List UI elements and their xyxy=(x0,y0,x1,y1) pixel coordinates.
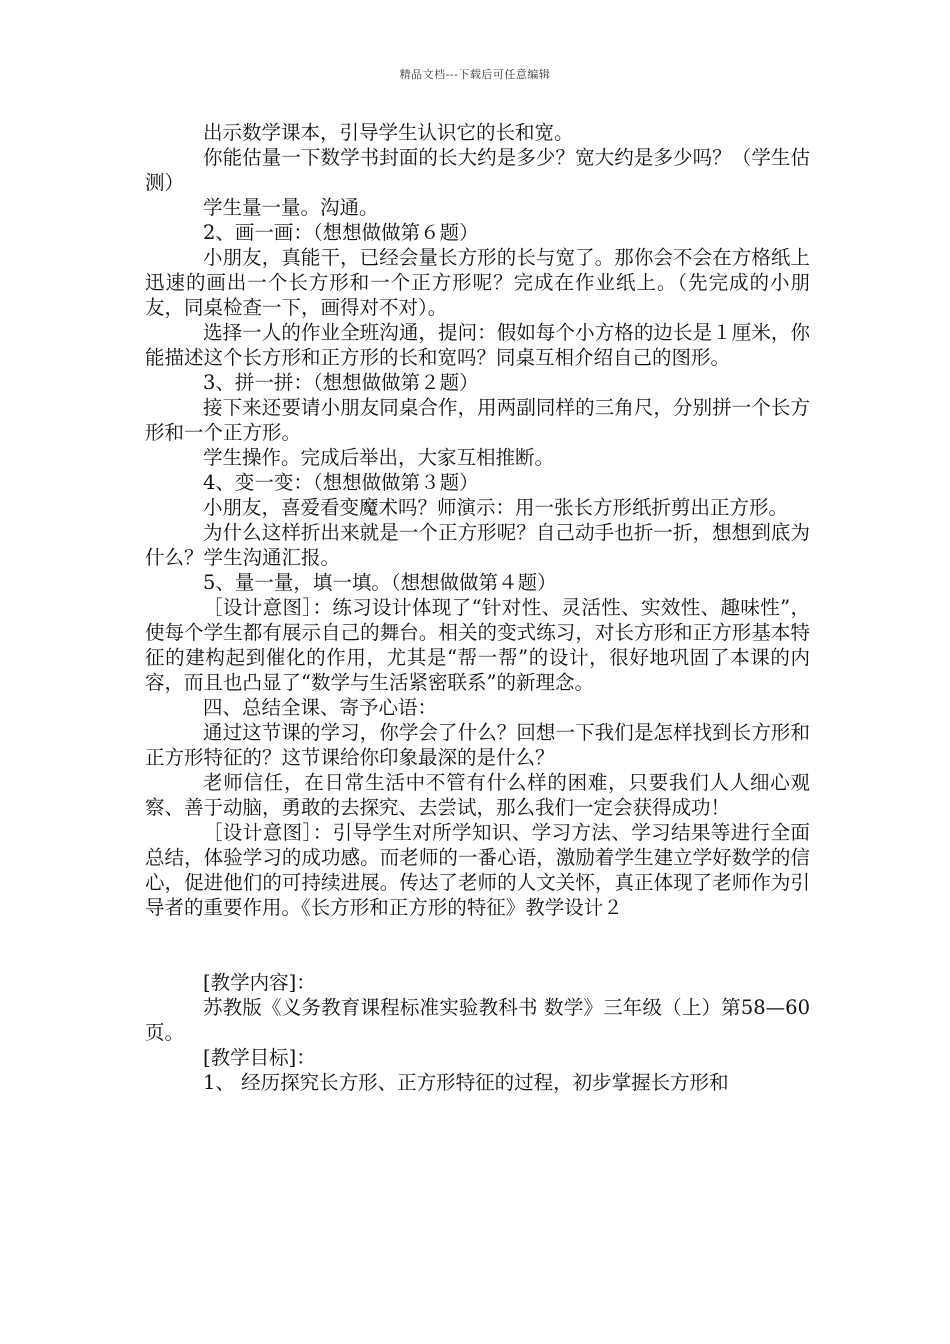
paragraph: 1、 经历探究长方形、正方形特征的过程，初步掌握长方形和 xyxy=(203,1071,729,1094)
paragraph: 学生操作。完成后举出，大家互相推断。 xyxy=(203,446,555,469)
page-header: 精品文档---下载后可任意编辑 xyxy=(399,68,551,81)
section-heading: 3、拼一拼：（想想做做第２题） xyxy=(203,371,479,394)
section-heading: [教学内容]： xyxy=(203,971,316,994)
paragraph: 选择一人的作业全班沟通，提问：假如每个小方格的边长是１厘米，你能描述这个长方形和正方形的长和宽吗？同桌互相介绍自己的图形。 xyxy=(145,321,810,369)
paragraph: 老师信任，在日常生活中不管有什么样的困难，只要我们人人细心观察、善于动脑，勇敢的去探究、去尝试，那么我们一定会获得成功！ xyxy=(145,771,810,819)
paragraph: 你能估量一下数学书封面的长大约是多少？宽大约是多少吗？（学生估测） xyxy=(145,146,810,194)
section-heading: 四、总结全课、寄予心语： xyxy=(203,696,438,719)
design-intent-paragraph: ［设计意图］：练习设计体现了“针对性、灵活性、实效性、趣味性”，使每个学生都有展示自己的舞台。相关的变式练习，对长方形和正方形基本特征的建构起到催化的作用，尤其是“帮一帮”的设计，很好地巩固了本课的内容，而且也凸显了“数学与生活紧密联系”的新理念。 xyxy=(145,596,810,694)
paragraph: 出示数学课本，引导学生认识它的长和宽。 xyxy=(203,121,574,144)
design-intent-paragraph: ［设计意图］：引导学生对所学知识、学习方法、学习结果等进行全面总结，体验学习的成功感。而老师的一番心语，激励着学生建立学好数学的信心，促进他们的可持续进展。传达了老师的人文关怀，真正体现了老师作为引导者的重要作用。《长方形和正方形的特征》教学设计２ xyxy=(145,821,810,919)
paragraph: 学生量一量。沟通。 xyxy=(203,196,379,219)
paragraph: 苏教版《义务教育课程标准实验教科书 数学》三年级（上）第58—60页。 xyxy=(145,996,810,1044)
section-heading: 2、画一画：（想想做做第６题） xyxy=(203,221,479,244)
paragraph: 小朋友，喜爱看变魔术吗？师演示：用一张长方形纸折剪出正方形。 xyxy=(203,496,789,519)
paragraph: 接下来还要请小朋友同桌合作，用两副同样的三角尺，分别拼一个长方形和一个正方形。 xyxy=(145,396,810,444)
document-body xyxy=(145,120,810,1095)
paragraph: 小朋友，真能干，已经会量长方形的长与宽了。那你会不会在方格纸上迅速的画出一个长方形和一个正方形呢？完成在作业纸上。（先完成的小朋友，同桌检查一下，画得对不对）。 xyxy=(145,246,810,319)
section-heading: [教学目标]： xyxy=(203,1046,316,1069)
paragraph: 通过这节课的学习，你学会了什么？回想一下我们是怎样找到长方形和正方形特征的？这节课给你印象最深的是什么？ xyxy=(145,721,810,769)
section-heading: 5、量一量，填一填。（想想做做第４题） xyxy=(203,571,557,594)
section-heading: 4、变一变：（想想做做第３题） xyxy=(203,471,479,494)
paragraph: 为什么这样折出来就是一个正方形呢？自己动手也折一折，想想到底为什么？学生沟通汇报。 xyxy=(145,521,810,569)
section-gap xyxy=(145,920,810,970)
